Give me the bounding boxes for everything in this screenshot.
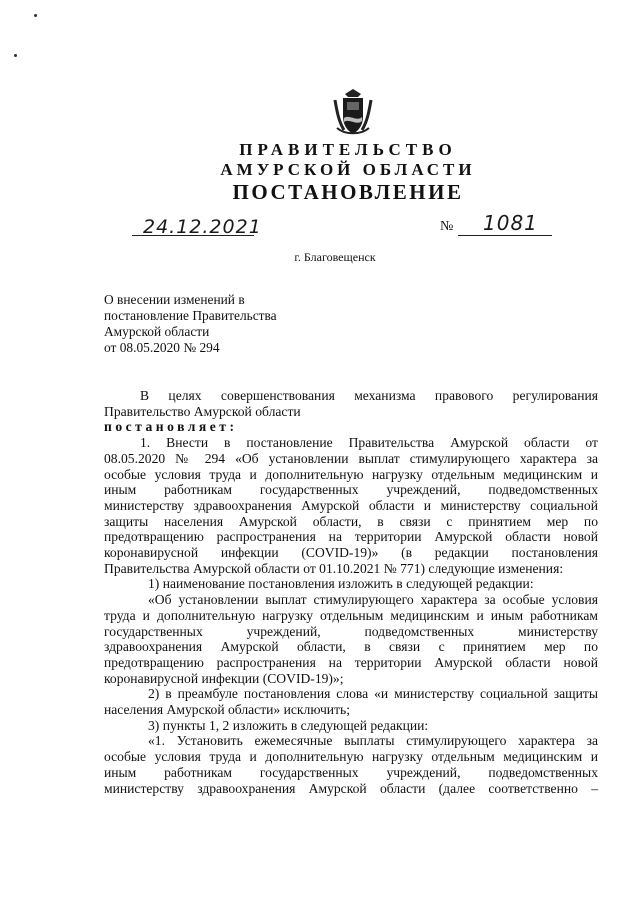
body-line: иным работникам государственных учреждений, подведомственных: [104, 482, 598, 498]
decree-word: постановляет:: [104, 419, 238, 435]
body-line: защиты населения Амурской области, в связи с принятием мер по: [104, 513, 598, 529]
body-line: В целях совершенствования механизма правового регулирования: [140, 388, 598, 403]
document-title: ПОСТАНОВЛЕНИЕ: [232, 180, 464, 204]
body-line: Правительства Амурской области от 01.10.2021 № 771) следующие изменения:: [104, 560, 564, 576]
document-subject: [104, 292, 277, 356]
body-line: иным работникам государственных учреждений, подведомственных: [104, 764, 598, 780]
body-line: 2) в преамбуле постановления слова «и министерству социальной защиты: [148, 686, 598, 702]
subject-line: О внесении изменений в: [104, 292, 245, 307]
coat-of-arms-icon: [331, 88, 375, 136]
number-label: №: [440, 219, 454, 234]
city: г. Благовещенск: [294, 250, 376, 264]
body-line: государственных учреждений, подведомственных министерству: [104, 623, 598, 639]
scan-speck: [14, 54, 17, 57]
subject-line: от 08.05.2020 № 294: [104, 340, 220, 355]
body-line: труда и дополнительную нагрузку отдельным медицинским и иным работникам: [104, 607, 598, 623]
scan-speck: [34, 14, 37, 17]
body-line: предотвращению распространения на территории Амурской области новой: [104, 654, 598, 670]
body-line: «1. Установить ежемесячные выплаты стимулирующего характера за: [148, 733, 598, 749]
header-government: ПРАВИТЕЛЬСТВО: [239, 140, 457, 159]
body-line: «Об установлении выплат стимулирующего характера за особые условия: [148, 592, 598, 608]
header-region: АМУРСКОЙ ОБЛАСТИ: [220, 160, 476, 179]
document-number: 1081: [483, 211, 538, 235]
body-line: особые условия труда и дополнительную нагрузку отдельным медицинским и: [104, 466, 598, 482]
body-line: министерству здравоохранения Амурской области (далее соответственно –: [104, 780, 598, 796]
body-line: особые условия труда и дополнительную нагрузку отдельным медицинским и: [104, 749, 598, 765]
subject-line: постановление Правительства: [104, 308, 277, 323]
body-line: Правительство Амурской области: [104, 403, 301, 419]
body-line: коронавирусной инфекции (COVID-19)» (в редакции постановления: [104, 545, 598, 561]
body-line: министерству здравоохранения Амурской области и министерству социальной: [104, 497, 598, 513]
document-date: 24.12.2021: [143, 216, 262, 238]
body-line: здравоохранения Амурской области, в связи с принятием мер по: [104, 639, 598, 655]
body-line: населения Амурской области» исключить;: [104, 702, 350, 718]
body-line: коронавирусной инфекции (COVID-19)»;: [104, 670, 344, 686]
subject-line: Амурской области: [104, 324, 210, 339]
document-body: [104, 388, 598, 796]
body-line: 3) пункты 1, 2 изложить в следующей редакции:: [148, 717, 429, 733]
body-line: 1) наименование постановления изложить в следующей редакции:: [148, 576, 534, 592]
body-line: 1. Внести в постановление Правительства Амурской области от: [140, 435, 598, 451]
body-line: предотвращению распространения на территории Амурской области новой: [104, 529, 598, 545]
body-line: 08.05.2020 № 294 «Об установлении выплат стимулирующего характера за: [104, 450, 598, 466]
